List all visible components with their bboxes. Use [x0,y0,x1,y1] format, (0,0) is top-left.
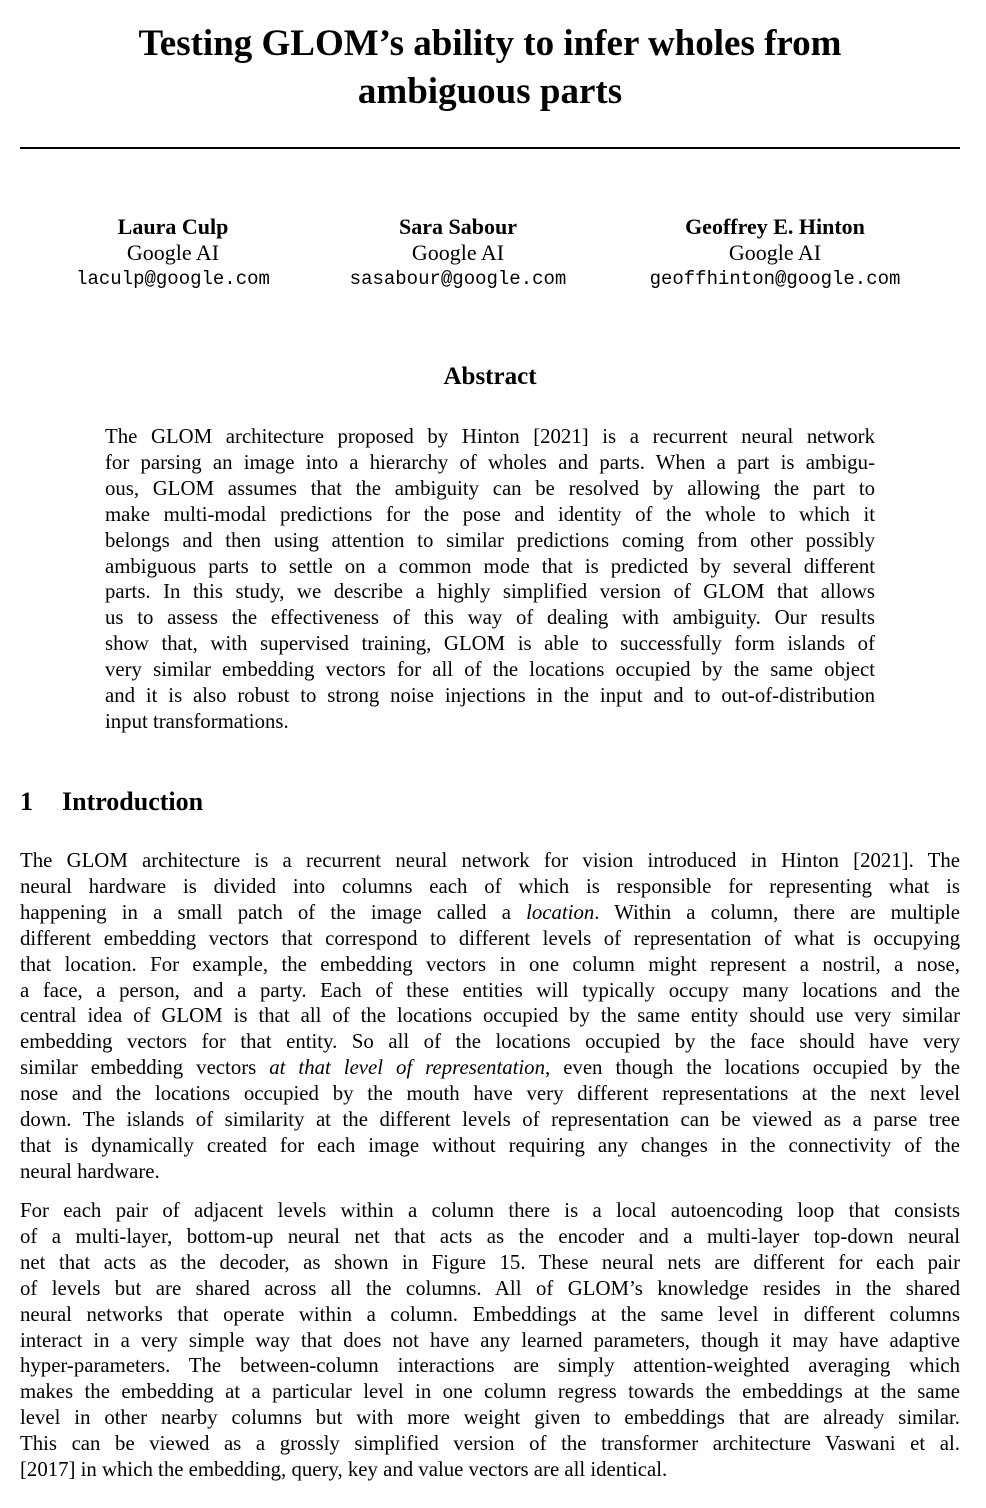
paper-title [60,20,920,116]
text-run: , even though the locations occupied by the [544,1056,960,1080]
abstract-line: belongs and then using attention to similar predictions coming from other possibly [105,528,875,552]
paragraph-line: central idea of GLOM is that all of the locations occupied by the same entity should use very similar [20,1004,960,1028]
section-number: 1 [20,787,33,816]
paragraph-line: embedding vectors for that entity. So all of the locations occupied by the face should have very [20,1030,960,1054]
italic-term: at that level of representation [269,1056,545,1080]
author-name: Sara Sabour [399,214,517,239]
paragraph-line: that location. For example, the embedding vectors in one column might represent a nostril, a nose, [20,952,960,976]
abstract-line: very similar embedding vectors for all of the locations occupied by the same object [105,658,875,682]
author-email: laculp@google.com [76,268,270,290]
paragraph-line: The GLOM architecture is a recurrent neural network for vision introduced in Hinton [2021]. The [20,849,960,872]
abstract-text [105,424,875,735]
author-email: geoffhinton@google.com [649,268,901,290]
paragraph-line: of a multi-layer, bottom-up neural net that acts as the encoder and a multi-layer top-down neural [20,1224,960,1248]
abstract-line: The GLOM architecture proposed by Hinton [2021] is a recurrent neural network [105,425,875,448]
abstract-heading: Abstract [443,363,537,390]
title-rule [20,147,960,149]
paragraph-line: neural networks that operate within a column. Embeddings at the same level in different columns [20,1302,960,1326]
author-email: sasabour@google.com [349,268,567,290]
author-name: Geoffrey E. Hinton [685,214,865,239]
author-affiliation: Google AI [126,240,220,265]
paragraph-line: This can be viewed as a grossly simplified version of the transformer architecture Vaswani et al. [20,1432,960,1456]
paragraph-line: hyper-parameters. The between-column interactions are simply attention-weighted averaging which [20,1354,960,1378]
paragraph-line: down. The islands of similarity at the different levels of representation can be viewed as a parse tree [20,1108,960,1132]
author-name: Laura Culp [117,214,229,239]
paragraph-line: a face, a person, and a party. Each of these entities will typically occupy many locations and the [20,978,960,1002]
author-entry [308,214,608,292]
author-affiliation: Google AI [411,240,505,265]
intro-paragraph-2 [20,1198,960,1483]
paragraph-line: level in other nearby columns but with more weight given to embeddings that are already similar. [20,1406,960,1430]
paragraph-line: net that acts as the decoder, as shown in Figure 15. These neural nets are different for each pair [20,1250,960,1274]
italic-term: location [526,900,595,924]
abstract-line: show that, with supervised training, GLOM is able to successfully form islands of [105,632,875,656]
paragraph-line: that is dynamically created for each image without requiring any changes in the connectivity of the [20,1133,960,1157]
abstract-line: ambiguous parts to settle on a common mode that is predicted by several different [105,554,875,578]
paragraph-line: [2017] in which the embedding, query, key and value vectors are all identical. [20,1458,668,1482]
text-run: . Within a column, there are multiple [594,900,960,924]
abstract-line: for parsing an image into a hierarchy of wholes and parts. When a part is ambigu- [105,450,875,474]
text-run: happening in a small patch of the image called a [20,900,527,924]
title-line: Testing GLOM’s ability to infer wholes from [138,23,842,64]
paragraph-line: makes the embedding at a particular level in one column regress towards the embeddings at the same [20,1380,960,1404]
section-title: Introduction [62,787,204,816]
title-line: ambiguous parts [357,71,623,112]
abstract-line: ous, GLOM assumes that the ambiguity can be resolved by allowing the part to [105,476,875,500]
paragraph-line: neural hardware is divided into columns each of which is responsible for representing what is [20,874,960,898]
paragraph-line [20,900,960,926]
text-run: similar embedding vectors [20,1056,270,1080]
author-entry [23,214,323,292]
section-heading [20,786,203,818]
abstract-line: input transformations. [105,709,289,733]
abstract-line: make multi-modal predictions for the pose and identity of the whole to which it [105,502,875,526]
paragraph-line [20,1055,960,1081]
abstract-line: us to assess the effectiveness of this way of dealing with ambiguity. Our results [105,606,875,630]
author-entry [625,214,925,292]
author-block [0,214,986,304]
paragraph-line: different embedding vectors that correspond to different levels of representation of what is occupying [20,926,960,950]
abstract-line: parts. In this study, we describe a highly simplified version of GLOM that allows [105,580,875,604]
intro-paragraph-1 [20,848,960,1185]
abstract-line: and it is also robust to strong noise injections in the input and to out-of-distribution [105,684,875,708]
paragraph-line: For each pair of adjacent levels within a column there is a local autoencoding loop that consists [20,1199,960,1222]
paragraph-line: nose and the locations occupied by the mouth have very different representations at the next level [20,1082,960,1106]
author-affiliation: Google AI [728,240,822,265]
paragraph-line: neural hardware. [20,1159,160,1183]
paragraph-line: of levels but are shared across all the columns. All of GLOM’s knowledge resides in the shared [20,1276,960,1300]
paragraph-line: interact in a very simple way that does not have any learned parameters, though it may have adaptive [20,1328,960,1352]
